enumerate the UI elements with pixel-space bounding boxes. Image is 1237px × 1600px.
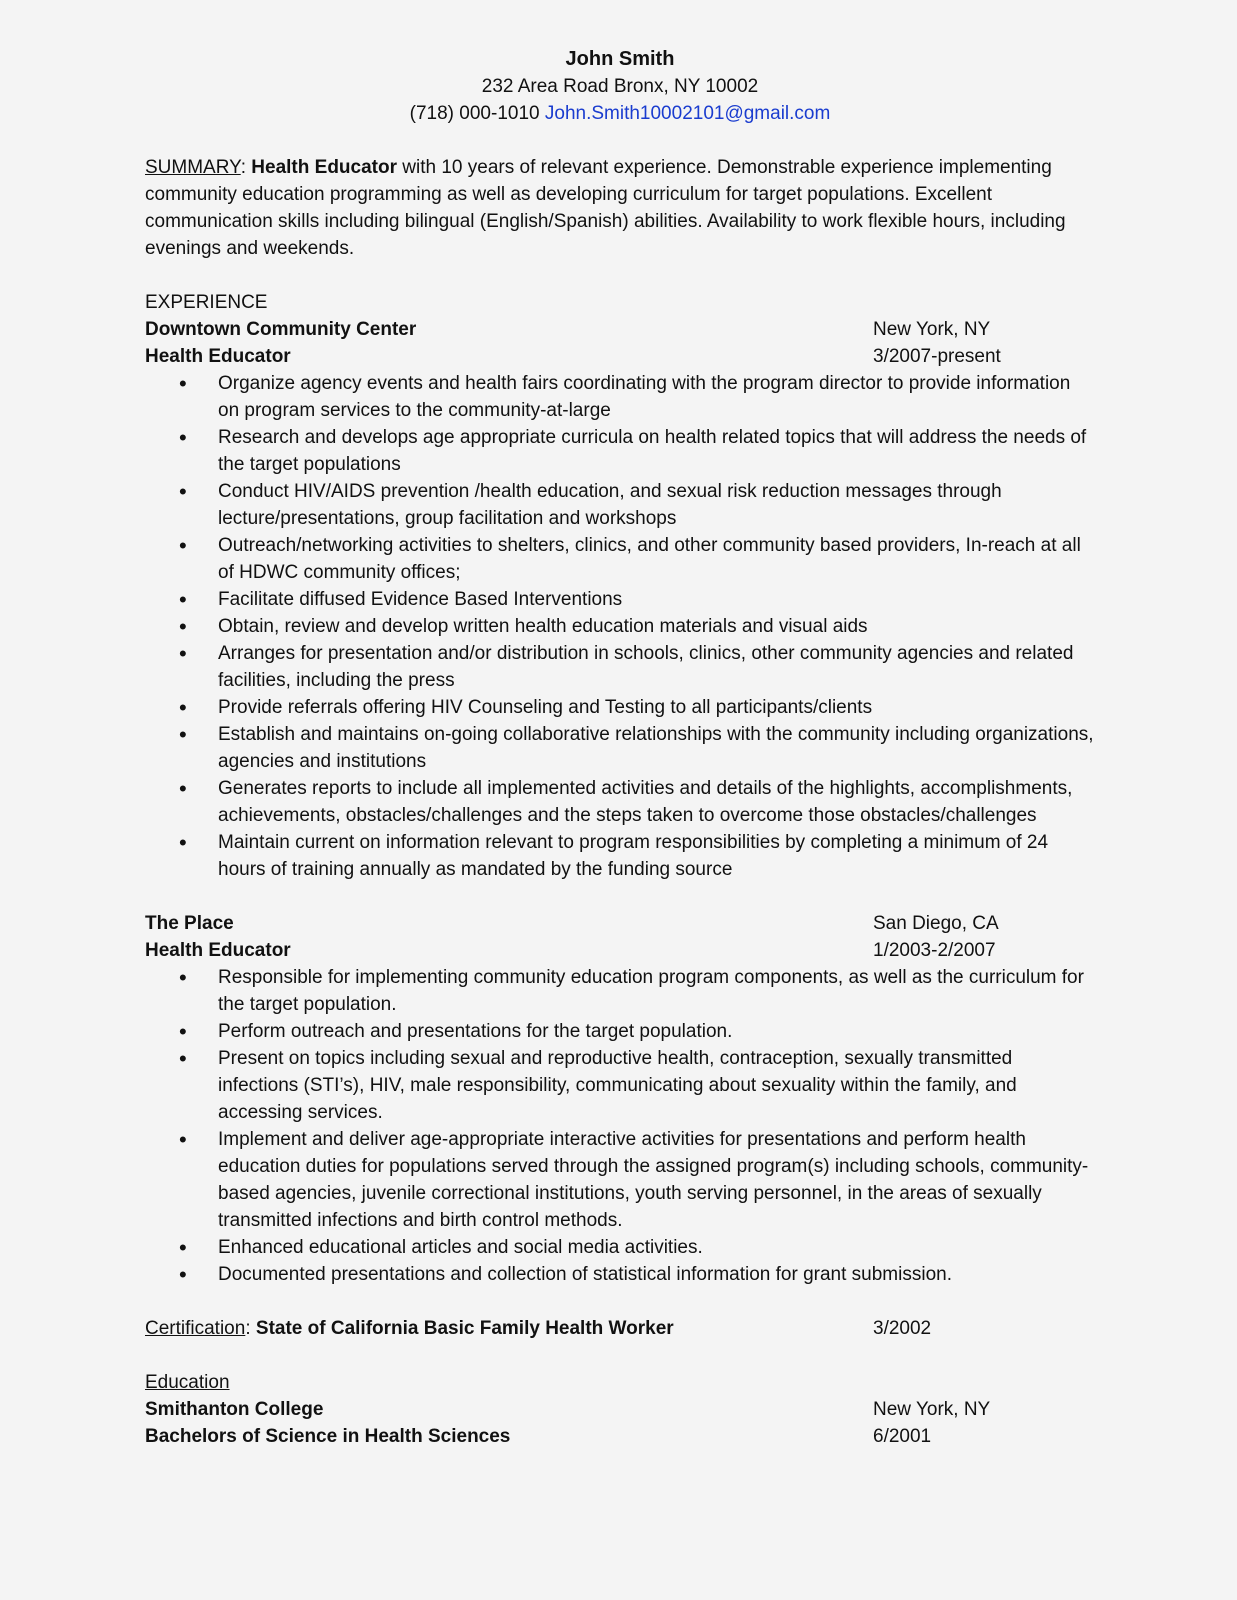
job-bullet: • Research and develops age appropriate curricula on health related topics that will address the needs of the target populations xyxy=(145,424,1095,478)
job-location: New York, NY xyxy=(873,319,991,340)
job-entry xyxy=(145,910,1095,1288)
resume-content xyxy=(145,46,1095,1450)
job-location: San Diego, CA xyxy=(873,913,999,934)
job-employer-row xyxy=(145,910,1095,937)
job-bullet: • Establish and maintains on-going collaborative relationships with the community including organizations, agencies and institutions xyxy=(145,721,1095,775)
job-employer-row xyxy=(145,316,1095,343)
job-employer: Downtown Community Center xyxy=(145,319,417,340)
job-bullet: • Conduct HIV/AIDS prevention /health education, and sexual risk reduction messages through lecture/presentations, group facilitation and workshops xyxy=(145,478,1095,532)
contact-line xyxy=(145,100,1095,127)
spacer xyxy=(145,1342,1095,1369)
education-date: 6/2001 xyxy=(873,1426,932,1447)
job-title: Health Educator xyxy=(145,940,291,961)
job-bullet: • Documented presentations and collection of statistical information for grant submission. xyxy=(145,1261,1095,1288)
candidate-phone: (718) 000-1010 xyxy=(409,103,540,124)
certification-row xyxy=(145,1315,1095,1342)
education-label: Education xyxy=(145,1372,230,1393)
certification-date: 3/2002 xyxy=(873,1318,932,1339)
certification-label: Certification xyxy=(145,1318,246,1339)
job-bullet: • Responsible for implementing community education program components, as well as the curriculum for the target population. xyxy=(145,964,1095,1018)
job-bullet: • Provide referrals offering HIV Counseling and Testing to all participants/clients xyxy=(145,694,1095,721)
education-location: New York, NY xyxy=(873,1399,991,1420)
job-bullet: • Generates reports to include all implemented activities and details of the highlights, accomplishments, achievements, obstacles/challenges and the steps taken to overcome those obstacles/challenges xyxy=(145,775,1095,829)
candidate-name: John Smith xyxy=(565,48,675,70)
job-bullet: • Organize agency events and health fairs coordinating with the program director to provide information on program services to the community-at-large xyxy=(145,370,1095,424)
summary-label: SUMMARY xyxy=(145,157,241,178)
job-employer: The Place xyxy=(145,913,234,934)
job-bullets xyxy=(145,370,1095,883)
job-title-row xyxy=(145,937,1095,964)
job-title: Health Educator xyxy=(145,346,291,367)
certification-entry: Certification: State of California Basic Family Health Worker xyxy=(145,1318,674,1339)
job-dates: 1/2003-2/2007 xyxy=(873,940,996,961)
job-bullet: • Arranges for presentation and/or distribution in schools, clinics, other community agencies and related facilities, including the press xyxy=(145,640,1095,694)
job-entry xyxy=(145,316,1095,883)
spacer xyxy=(145,883,1095,910)
job-bullet: • Implement and deliver age-appropriate interactive activities for presentations and perform health education duties for populations served through the assigned program(s) including schools, community-based agencies, juvenile correctional institutions, youth serving personnel, in the areas of sexually transmitted infections and birth control methods. xyxy=(145,1126,1095,1234)
education-school: Smithanton College xyxy=(145,1399,324,1420)
job-bullet: • Present on topics including sexual and reproductive health, contraception, sexually transmitted infections (STI’s), HIV, male responsibility, communicating about sexuality within the family, and accessing services. xyxy=(145,1045,1095,1126)
certification-name: State of California Basic Family Health Worker xyxy=(255,1318,674,1339)
job-bullet: • Maintain current on information relevant to program responsibilities by completing a minimum of 24 hours of training annually as mandated by the funding source xyxy=(145,829,1095,883)
candidate-address: 232 Area Road Bronx, NY 10002 xyxy=(481,76,759,97)
candidate-email[interactable]: John.Smith10002101@gmail.com xyxy=(544,103,831,124)
job-bullets xyxy=(145,964,1095,1288)
education-section xyxy=(145,1369,1095,1450)
job-bullet: • Perform outreach and presentations for the target population. xyxy=(145,1018,1095,1045)
job-title-row xyxy=(145,343,1095,370)
summary-section: SUMMARY: Health Educator with 10 years of relevant experience. Demonstrable experience implementing community education programming as well as developing curriculum for target populations. Excellent communication skills including bilingual (English/Spanish) abilities. Availability to work flexible hours, including evenings and weekends. xyxy=(145,157,1066,259)
education-school-row xyxy=(145,1396,1095,1423)
summary-title: Health Educator xyxy=(251,157,397,178)
job-bullet: • Enhanced educational articles and social media activities. xyxy=(145,1234,1095,1261)
job-bullet: • Facilitate diffused Evidence Based Interventions xyxy=(145,586,1095,613)
experience-heading: EXPERIENCE xyxy=(145,292,268,313)
education-degree-row xyxy=(145,1423,1095,1450)
job-dates: 3/2007-present xyxy=(873,346,1001,367)
spacer xyxy=(145,1288,1095,1315)
job-bullet: • Outreach/networking activities to shelters, clinics, and other community based providers, In-reach at all of HDWC community offices; xyxy=(145,532,1095,586)
education-degree: Bachelors of Science in Health Sciences xyxy=(145,1426,511,1447)
resume-header xyxy=(145,46,1095,127)
summary-text: with 10 years of relevant experience. Demonstrable experience implementing community education programming as well as developing curriculum for target populations. Excellent communication skills including bilingual (English/Spanish) abilities. Availability to work flexible hours, including evenings and weekends. xyxy=(145,157,1066,259)
job-bullet: • Obtain, review and develop written health education materials and visual aids xyxy=(145,613,1095,640)
